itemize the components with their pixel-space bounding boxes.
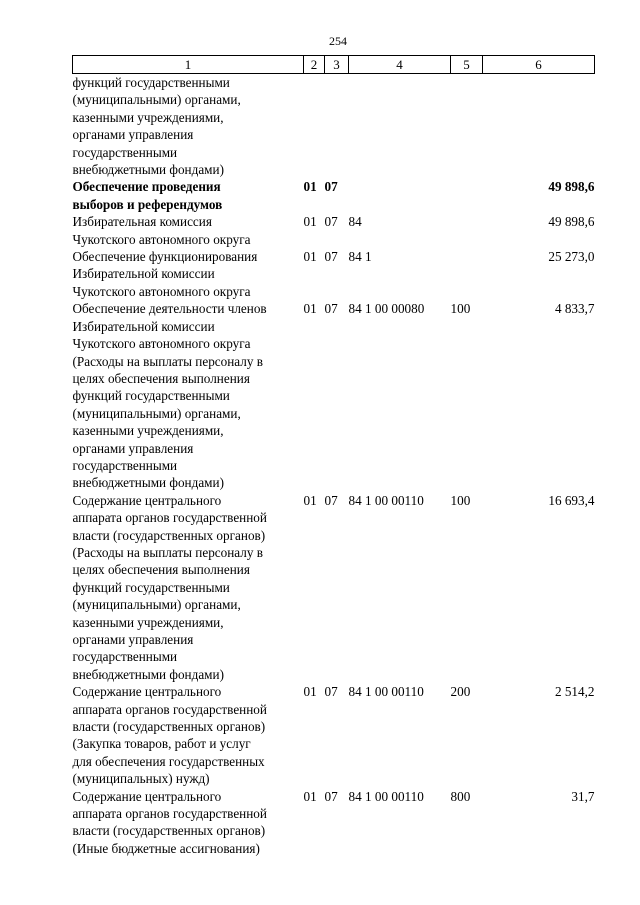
- description-line: (Иные бюджетные ассигнования): [72, 840, 260, 856]
- column-header-1: 1: [73, 56, 304, 74]
- table-row: [73, 492, 595, 683]
- description-line: функций государственными: [72, 75, 230, 90]
- description-line: аппарата органов государственной: [72, 701, 267, 717]
- description-line: (муниципальных) нужд): [72, 771, 210, 787]
- row-subsection: 07: [324, 788, 338, 804]
- row-section: 01: [303, 249, 317, 265]
- description-line: целях обеспечения выполнения: [72, 370, 250, 386]
- row-amount: 31,7: [571, 788, 595, 804]
- row-description: [73, 248, 304, 300]
- row-expense-type: 100: [450, 301, 471, 317]
- row-description: [73, 213, 304, 248]
- column-header-5: 5: [451, 56, 483, 74]
- row-subsection: 07: [324, 492, 338, 508]
- row-subsection: [325, 74, 349, 179]
- description-line: казенными учреждениями,: [72, 423, 224, 439]
- row-expense-type: [451, 213, 483, 248]
- row-section: 01: [303, 492, 317, 508]
- description-line: функций государственными: [72, 388, 230, 404]
- row-amount: 4 833,7: [554, 301, 595, 317]
- description-line: целях обеспечения выполнения: [72, 562, 250, 578]
- column-header-6: 6: [483, 56, 595, 74]
- table-row: [73, 300, 595, 491]
- row-section: 01: [303, 179, 317, 195]
- budget-table: [72, 55, 595, 857]
- row-target-code: 84 1 00 00080: [348, 301, 425, 317]
- description-line: функций государственными: [72, 579, 230, 595]
- row-expense-type: [451, 74, 483, 179]
- row-description: [73, 300, 304, 491]
- description-line: казенными учреждениями,: [72, 614, 224, 630]
- row-subsection: 07: [324, 684, 338, 700]
- row-subsection: 07: [324, 214, 338, 230]
- header-row: [73, 56, 595, 74]
- row-target-code: [349, 74, 451, 179]
- description-line: аппарата органов государственной: [72, 510, 267, 526]
- description-line: органами управления: [72, 440, 194, 456]
- row-subsection: 07: [324, 301, 338, 317]
- column-header-3: 3: [325, 56, 349, 74]
- description-line: казенными учреждениями,: [72, 109, 224, 125]
- description-line: Обеспечение проведения: [72, 179, 221, 195]
- row-expense-type: 200: [450, 684, 471, 700]
- description-line: для обеспечения государственных: [72, 753, 265, 769]
- table-row: [73, 74, 595, 179]
- description-line: внебюджетными фондами): [72, 475, 224, 491]
- description-line: выборов и референдумов: [72, 196, 223, 212]
- description-line: аппарата органов государственной: [72, 806, 267, 822]
- table-row: [73, 683, 595, 787]
- row-amount: 25 273,0: [548, 249, 595, 265]
- description-line: власти (государственных органов): [72, 527, 266, 543]
- column-header-2: 2: [304, 56, 325, 74]
- table-row: [73, 248, 595, 300]
- row-expense-type: [451, 178, 483, 213]
- row-target-code: 84 1: [348, 249, 372, 265]
- row-amount: 49 898,6: [548, 214, 595, 230]
- description-line: государственными: [72, 144, 178, 160]
- row-target-code: [349, 178, 451, 213]
- row-target-code: 84 1 00 00110: [348, 492, 424, 508]
- table-row: [73, 788, 595, 858]
- description-line: Чукотского автономного округа: [72, 336, 251, 352]
- description-line: (Закупка товаров, работ и услуг: [72, 736, 251, 752]
- description-line: Содержание центрального: [72, 684, 222, 700]
- row-expense-type: [451, 248, 483, 300]
- description-line: государственными: [72, 649, 178, 665]
- row-section: 01: [303, 684, 317, 700]
- row-description: [73, 492, 304, 683]
- description-line: (Расходы на выплаты персоналу в: [72, 544, 263, 560]
- description-line: органами управления: [72, 127, 194, 143]
- description-line: Содержание центрального: [72, 788, 222, 804]
- description-line: Обеспечение функционирования: [72, 249, 258, 265]
- row-section: 01: [303, 214, 317, 230]
- description-line: (Расходы на выплаты персоналу в: [72, 353, 263, 369]
- table-body: [73, 74, 595, 858]
- description-line: (муниципальными) органами,: [72, 597, 241, 613]
- description-line: (муниципальными) органами,: [72, 405, 241, 421]
- row-section: 01: [303, 301, 317, 317]
- row-amount: [483, 74, 595, 179]
- row-expense-type: 100: [450, 492, 471, 508]
- description-line: Избирательная комиссия: [72, 214, 212, 230]
- description-line: Чукотского автономного округа: [72, 231, 251, 247]
- row-target-code: 84 1 00 00110: [348, 788, 424, 804]
- table-row: [73, 178, 595, 213]
- row-amount: 2 514,2: [554, 684, 595, 700]
- row-section: 01: [303, 788, 317, 804]
- row-amount: 16 693,4: [548, 492, 595, 508]
- description-line: власти (государственных органов): [72, 719, 266, 735]
- description-line: Избирательной комиссии: [72, 318, 215, 334]
- row-section: [304, 74, 325, 179]
- row-expense-type: 800: [450, 788, 471, 804]
- row-target-code: 84 1 00 00110: [348, 684, 424, 700]
- table-row: [73, 213, 595, 248]
- row-subsection: 07: [324, 179, 338, 195]
- description-line: Содержание центрального: [72, 492, 222, 508]
- row-target-code: 84: [348, 214, 362, 230]
- description-line: внебюджетными фондами): [72, 162, 224, 178]
- description-line: внебюджетными фондами): [72, 666, 224, 682]
- description-line: органами управления: [72, 632, 194, 647]
- description-line: (муниципальными) органами,: [72, 92, 241, 108]
- description-line: Избирательной комиссии: [72, 266, 215, 282]
- row-description: [73, 683, 304, 787]
- description-line: Обеспечение деятельности членов: [72, 301, 267, 317]
- row-amount: 49 898,6: [548, 179, 595, 195]
- page-number: 254: [329, 34, 347, 48]
- description-line: Чукотского автономного округа: [72, 283, 251, 299]
- column-header-4: 4: [349, 56, 451, 74]
- description-line: государственными: [72, 457, 178, 473]
- row-description: [73, 74, 304, 179]
- description-line: власти (государственных органов): [72, 823, 266, 839]
- row-subsection: 07: [324, 249, 338, 265]
- row-description: [73, 178, 304, 213]
- row-description: [73, 788, 304, 858]
